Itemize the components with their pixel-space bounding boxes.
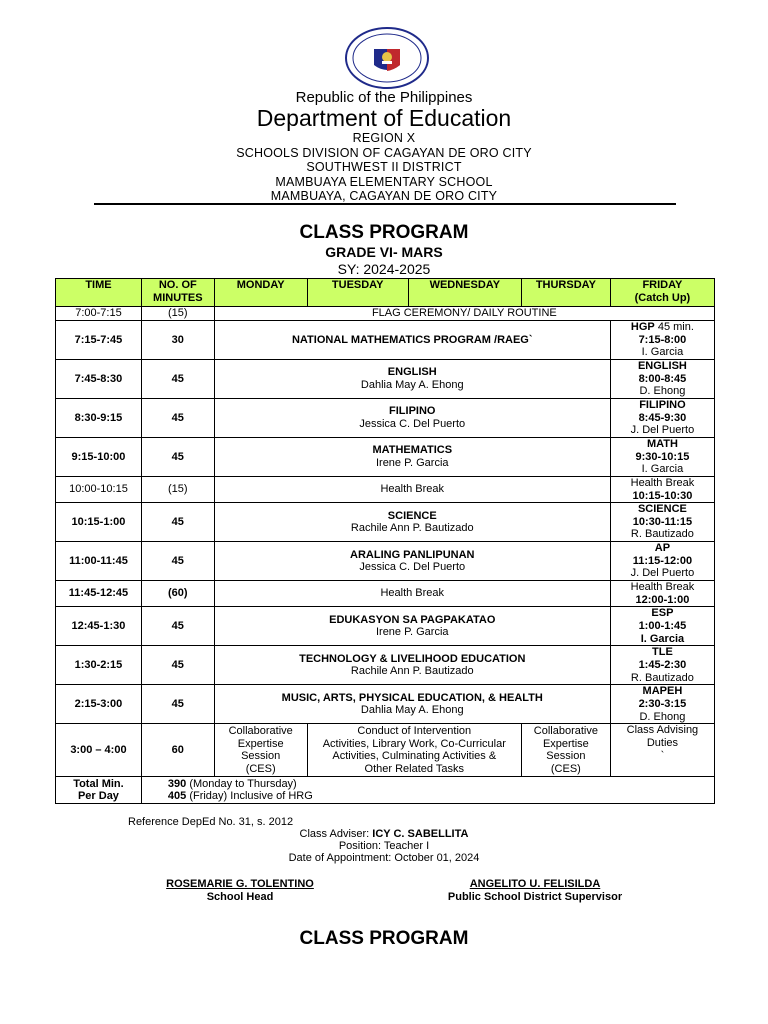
address-line: MAMBUAYA, CAGAYAN DE ORO CITY: [270, 189, 498, 204]
district-supervisor-signatory: ANGELITO U. FELISILDA Public School District Supervisor: [447, 878, 623, 903]
deped-seal-logo: [344, 27, 430, 89]
total-row: Total Min. Per Day 390 (Monday to Thursday) 405 (Friday) Inclusive of HRG: [56, 777, 715, 804]
division-line: SCHOOLS DIVISION OF CAGAYAN DE ORO CITY: [236, 145, 532, 160]
school-year: SY: 2024-2025: [337, 261, 431, 277]
col-tuesday: TUESDAY: [307, 279, 408, 307]
table-row: 8:30-9:15 45 FILIPINO Jessica C. Del Puerto FILIPINO 8:45-9:30 J. Del Puerto: [56, 399, 715, 438]
table-row: 11:45-12:45 (60) Health Break Health Break 12:00-1:00: [56, 581, 715, 607]
school-head-signatory: ROSEMARIE G. TOLENTINO School Head: [166, 878, 314, 903]
table-row: 2:15-3:00 45 MUSIC, ARTS, PHYSICAL EDUCATION, & HEALTH Dahlia May A. Ehong MAPEH 2:30-3:15 D. Ehong: [56, 685, 715, 724]
col-friday: FRIDAY (Catch Up): [610, 279, 714, 307]
table-row: 1:30-2:15 45 TECHNOLOGY & LIVELIHOOD EDUCATION Rachile Ann P. Bautizado TLE 1:45-2:30 R. Bautizado: [56, 646, 715, 685]
class-schedule-table: [55, 278, 715, 804]
table-row: 7:00-7:15 (15) FLAG CEREMONY/ DAILY ROUTINE: [56, 307, 715, 321]
table-row: 10:00-10:15 (15) Health Break Health Break 10:15-10:30: [56, 477, 715, 503]
table-row: 7:45-8:30 45 ENGLISH Dahlia May A. Ehong ENGLISH 8:00-8:45 D. Ehong: [56, 360, 715, 399]
department-name: Department of Education: [256, 105, 512, 131]
next-page-title: CLASS PROGRAM: [299, 928, 469, 949]
table-header-row: [56, 279, 715, 307]
republic-line: Republic of the Philippines: [295, 89, 473, 106]
col-wednesday: WEDNESDAY: [408, 279, 521, 307]
col-thursday: THURSDAY: [521, 279, 610, 307]
grade-section: GRADE VI- MARS: [325, 244, 443, 260]
page-title: CLASS PROGRAM: [299, 222, 469, 243]
table-row: 12:45-1:30 45 EDUKASYON SA PAGPAKATAO Irene P. Garcia ESP 1:00-1:45 I. Garcia: [56, 607, 715, 646]
table-row: 11:00-11:45 45 ARALING PANLIPUNAN Jessica C. Del Puerto AP 11:15-12:00 J. Del Puerto: [56, 542, 715, 581]
district-line: SOUTHWEST II DISTRICT: [306, 160, 462, 175]
adviser-position: Position: Teacher I: [338, 840, 430, 852]
table-row: 10:15-1:00 45 SCIENCE Rachile Ann P. Bautizado SCIENCE 10:30-11:15 R. Bautizado: [56, 503, 715, 542]
reference-note: Reference DepEd No. 31, s. 2012: [128, 816, 294, 828]
col-monday: MONDAY: [214, 279, 307, 307]
appointment-date: Date of Appointment: October 01, 2024: [288, 852, 480, 864]
school-line: MAMBUAYA ELEMENTARY SCHOOL: [275, 174, 493, 189]
col-minutes: NO. OF MINUTES: [141, 279, 214, 307]
col-time: TIME: [56, 279, 142, 307]
region-line: REGION X: [352, 131, 416, 145]
header-divider: [94, 203, 676, 205]
table-row: 3:00 – 4:00 60 Collaborative Expertise Session (CES) Conduct of Intervention Activities, Library Work, Co-Curricular Activities, Culminating Activities & Other Related Tasks Collaborative Expertise Session (CES) Class Advising Duties `: [56, 724, 715, 777]
table-row: 7:15-7:45 30 NATIONAL MATHEMATICS PROGRAM /RAEG` HGP 45 min. 7:15-8:00 I. Garcia: [56, 321, 715, 360]
class-adviser: Class Adviser: ICY C. SABELLITA: [299, 828, 469, 840]
table-row: 9:15-10:00 45 MATHEMATICS Irene P. Garcia MATH 9:30-10:15 I. Garcia: [56, 438, 715, 477]
